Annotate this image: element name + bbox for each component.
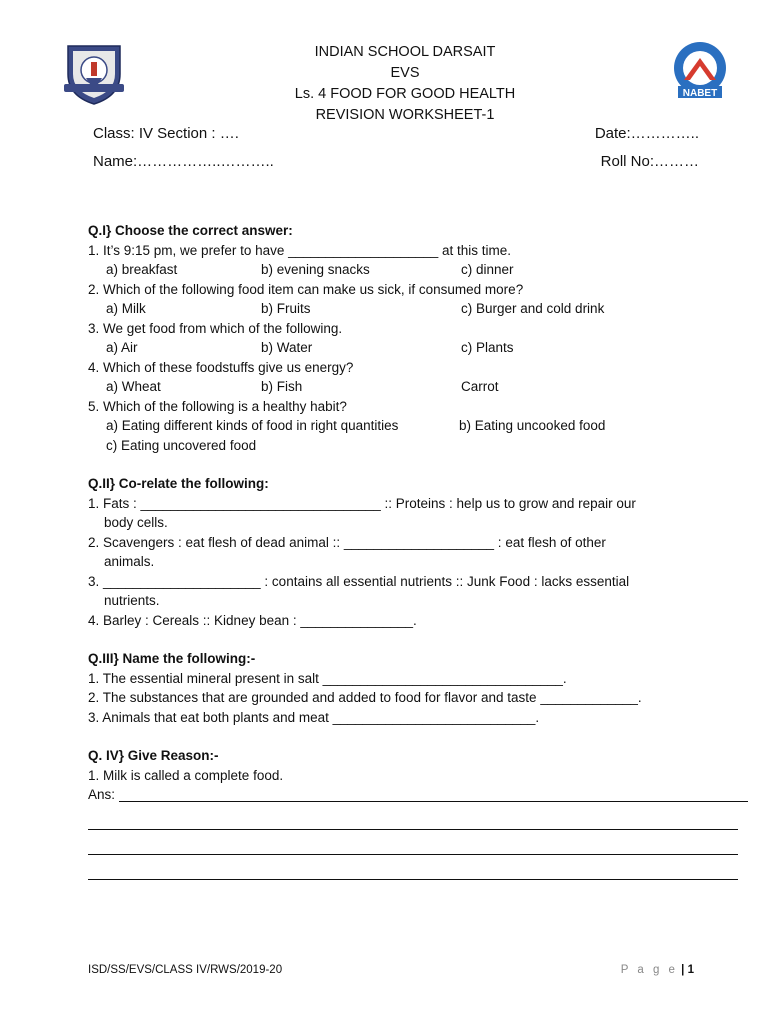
name-field: Name:……………..………..	[93, 153, 274, 170]
q5-options	[88, 416, 748, 436]
q5-question: 5. Which of the following is a healthy habit?	[88, 398, 347, 414]
subject-name: EVS	[390, 65, 420, 81]
reason-question-1: 1. Milk is called a complete food.	[88, 767, 284, 783]
correlate-1: 1. Fats : ________________________________ :: Proteins : help us to grow and repair our	[88, 495, 636, 511]
page-footer	[88, 964, 694, 976]
name-roll-row	[93, 153, 699, 170]
correlate-3-cont: nutrients.	[104, 593, 160, 608]
page-label: P a g e	[620, 964, 678, 976]
option-c: Carrot	[461, 379, 499, 394]
page-number	[621, 964, 694, 976]
correlate-1-cont: body cells.	[104, 515, 168, 530]
worksheet-title: REVISION WORKSHEET-1	[315, 107, 495, 123]
school-name: INDIAN SCHOOL DARSAIT	[314, 44, 496, 60]
roll-field: Roll No:………	[600, 153, 699, 170]
option-c: c) Plants	[461, 340, 514, 355]
section-2-heading: Q.II} Co-relate the following:	[88, 476, 269, 491]
nabet-logo-icon	[668, 40, 732, 104]
worksheet-header	[200, 42, 610, 126]
option-b: b) evening snacks	[261, 262, 370, 277]
answer-line[interactable]	[119, 787, 748, 802]
date-field: Date:…………..	[594, 125, 699, 142]
q4-question: 4. Which of these foodstuffs give us energy?	[88, 359, 354, 375]
answer-label: Ans:	[88, 787, 116, 802]
page-num: 1	[687, 964, 694, 976]
option-c: c) dinner	[461, 262, 514, 277]
correlate-4: 4. Barley : Cereals :: Kidney bean : _______________.	[88, 612, 417, 628]
option-a: a) Air	[106, 340, 138, 355]
q1-options	[88, 260, 748, 280]
q2-options	[88, 299, 748, 319]
option-a: a) Eating different kinds of food in right quantities	[106, 418, 399, 433]
option-b: b) Fruits	[261, 301, 311, 316]
option-c: c) Eating uncovered food	[106, 437, 257, 453]
q3-question: 3. We get food from which of the following.	[88, 320, 343, 336]
q3-options	[88, 338, 748, 358]
option-a: a) Milk	[106, 301, 146, 316]
section-3-heading: Q.III} Name the following:-	[88, 651, 256, 666]
option-b: b) Eating uncooked food	[459, 418, 606, 433]
option-a: a) Wheat	[106, 379, 161, 394]
section-4-heading: Q. IV} Give Reason:-	[88, 748, 219, 763]
q2-question: 2. Which of the following food item can make us sick, if consumed more?	[88, 281, 524, 297]
correlate-2: 2. Scavengers : eat flesh of dead animal :: ____________________ : eat flesh of other	[88, 534, 606, 550]
option-c: c) Burger and cold drink	[461, 301, 605, 316]
name-item-2: 2. The substances that are grounded and added to food for flavor and taste _____________.	[88, 690, 642, 705]
name-item-1: 1. The essential mineral present in salt ________________________________.	[88, 670, 567, 686]
correlate-2-cont: animals.	[104, 554, 155, 569]
option-b: b) Water	[261, 340, 313, 355]
name-item-3: 3. Animals that eat both plants and meat ___________________________.	[88, 709, 540, 725]
correlate-3: 3. _____________________ : contains all essential nutrients :: Junk Food : lacks essential	[88, 573, 630, 589]
answer-line[interactable]	[88, 878, 738, 880]
option-b: b) Fish	[261, 379, 303, 394]
answer-line[interactable]	[88, 853, 738, 855]
q1-question: 1. It’s 9:15 pm, we prefer to have ____________________ at this time.	[88, 242, 512, 258]
page-separator: |	[681, 964, 685, 976]
document-code: ISD/SS/EVS/CLASS IV/RWS/2019-20	[88, 964, 283, 976]
q5-options-row2	[88, 436, 748, 456]
class-section-field: Class: IV Section : ….	[93, 125, 239, 142]
section-1-heading: Q.I} Choose the correct answer:	[88, 223, 293, 238]
class-date-row	[93, 125, 699, 142]
q4-options	[88, 377, 748, 397]
school-crest-icon	[62, 40, 126, 106]
nabet-text: NABET	[682, 88, 718, 99]
worksheet-body	[88, 221, 748, 880]
answer-line[interactable]	[88, 828, 738, 830]
answer-row	[88, 785, 748, 805]
option-a: a) breakfast	[106, 262, 178, 277]
lesson-title: Ls. 4 FOOD FOR GOOD HEALTH	[294, 86, 516, 102]
